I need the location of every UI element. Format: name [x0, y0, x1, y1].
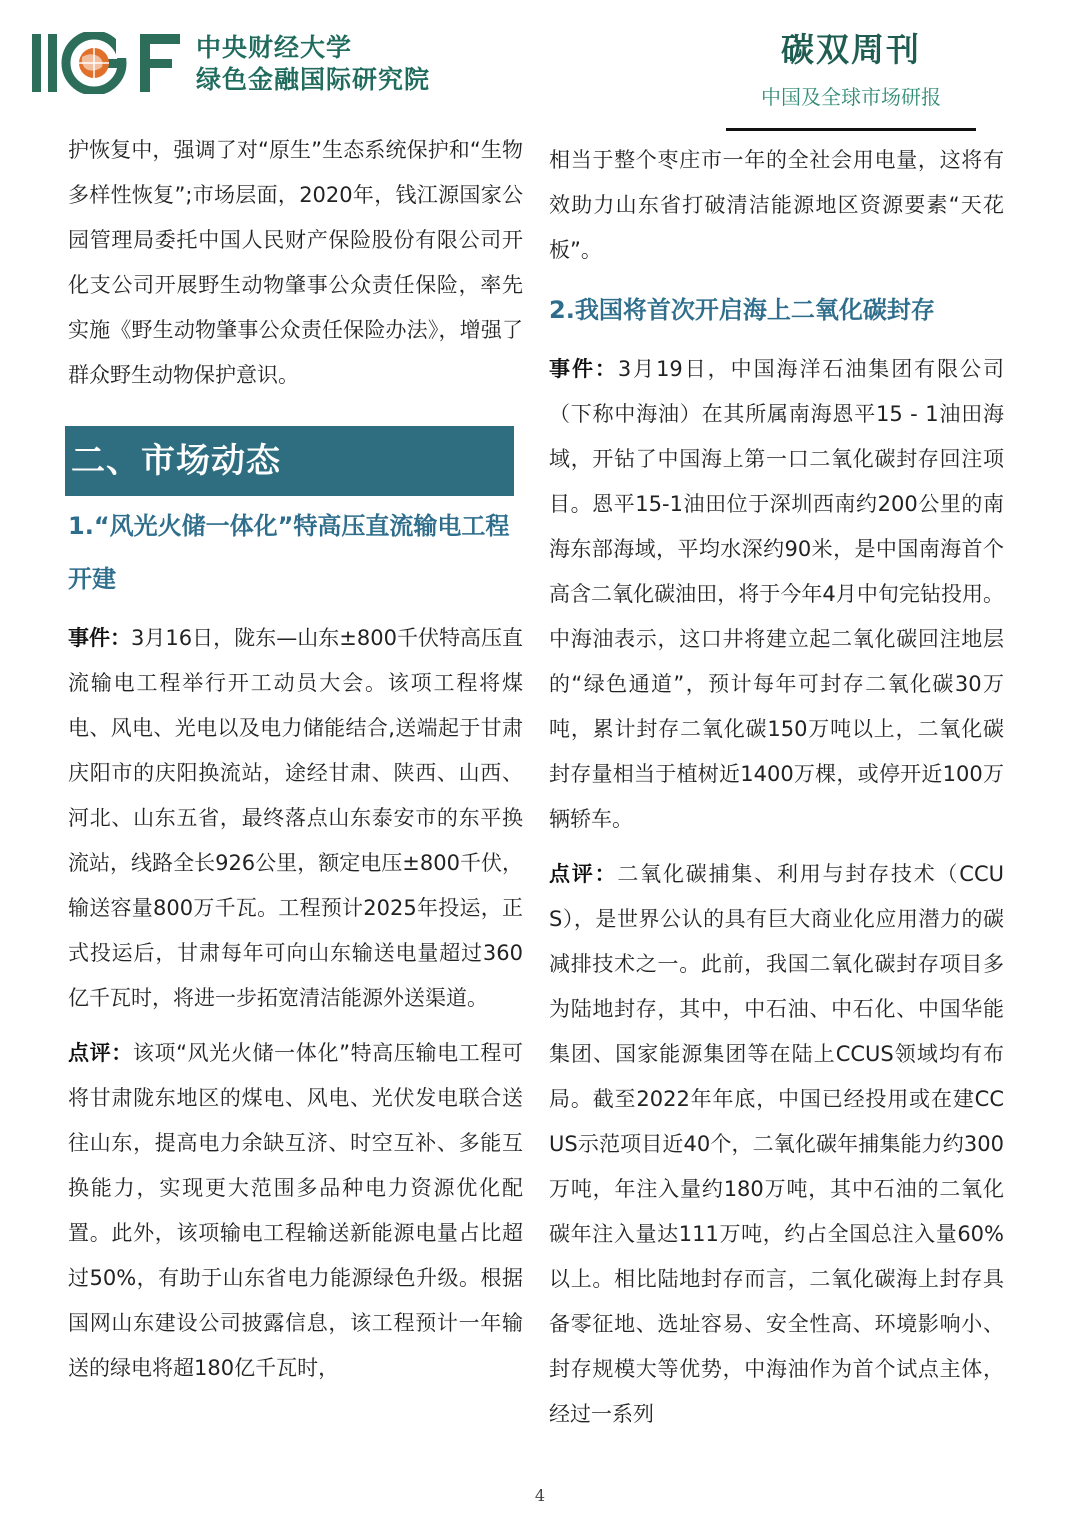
article-1-heading: 1.“风光火储一体化”特高压直流输电工程开建	[68, 512, 510, 593]
org-name-line2: 绿色金融国际研究院	[196, 65, 431, 94]
comment-text: 二氧化碳捕集、利用与封存技术（CCUS），是世界公认的具有巨大商业化应用潜力的碳减排技术之一。此前，我国二氧化碳封存项目多为陆地封存，其中，中石油、中石化、中国华能集团、国家能源集团等在陆上CCUS领域均有布局。截至2022年年底，中国已经投用或在建CCUS示范项目近40个，二氧化碳年捕集能力约300万吨，年注入量约180万吨，其中石油的二氧化碳年注入量达111万吨，约占全国总注入量60%以上。相比陆地封存而言，二氧化碳海上封存具备零征地、选址容易、安全性高、环境影响小、封存规模大等优势，中海油作为首个试点主体，经过一系列	[549, 862, 1005, 1426]
event-label: 事件：	[68, 626, 132, 650]
comment-label: 点评：	[68, 1041, 133, 1065]
header-rule	[726, 128, 976, 131]
article-1-comment	[68, 1031, 523, 1391]
article-1-event	[68, 616, 523, 1021]
publication-subtitle: 中国及全球市场研报	[761, 85, 941, 109]
globe-icon	[32, 32, 182, 94]
publication-title: 碳双周刊	[781, 30, 921, 69]
left-column	[68, 128, 523, 1401]
comment-text: 该项“风光火储一体化”特高压输电工程可将甘肃陇东地区的煤电、风电、光伏发电联合送往山东，提高电力余缺互济、时空互补、多能互换能力，实现更大范围多品种电力资源优化配置。此外，该项输电工程输送新能源电量占比超过50%，有助于山东省电力能源绿色升级。根据国网山东建设公司披露信息，该工程预计一年输送的绿电将超180亿千瓦时，	[68, 1041, 523, 1380]
publication-block	[726, 28, 976, 112]
comment-label: 点评：	[549, 862, 618, 886]
article-2-event	[549, 347, 1004, 842]
section-title: 二、市场动态	[65, 426, 514, 496]
right-column	[549, 138, 1004, 1447]
event-text: 3月19日，中国海洋石油集团有限公司（下称中海油）在其所属南海恩平15 - 1油田海域，开钻了中国海上第一口二氧化碳封存回注项目。恩平15-1油田位于深圳西南约200公里的南海东部海域，平均水深约90米，是中国南海首个高含二氧化碳油田，将于今年4月中旬完钻投用。中海油表示，这口井将建立起二氧化碳回注地层的“绿色通道”，预计每年可封存二氧化碳30万吨，累计封存二氧化碳150万吨以上，二氧化碳封存量相当于植树近1400万棵，或停开近100万辆轿车。	[549, 357, 1004, 831]
org-name	[196, 32, 430, 96]
article-2-heading: 2.我国将首次开启海上二氧化碳封存	[549, 296, 935, 324]
event-label: 事件：	[549, 357, 618, 381]
iigf-logo	[32, 32, 182, 94]
continued-paragraph: 相当于整个枣庄市一年的全社会用电量，这将有效助力山东省打破清洁能源地区资源要素“天花板”。	[549, 148, 1004, 262]
intro-paragraph: 护恢复中，强调了对“原生”生态系统保护和“生物多样性恢复”;市场层面，2020年，钱江源国家公园管理局委托中国人民财产保险股份有限公司开化支公司开展野生动物肇事公众责任保险，率先实施《野生动物肇事公众责任保险办法》，增强了群众野生动物保护意识。	[68, 138, 523, 387]
event-text: 3月16日，陇东—山东±800千伏特高压直流输电工程举行开工动员大会。该项工程将煤电、风电、光电以及电力储能结合,送端起于甘肃庆阳市的庆阳换流站，途经甘肃、陕西、山西、河北、山东五省，最终落点山东泰安市的东平换流站，线路全长926公里，额定电压±800千伏，输送容量800万千瓦。工程预计2025年投运，正式投运后，甘肃每年可向山东输送电量超过360亿千瓦时，将进一步拓宽清洁能源外送渠道。	[68, 626, 524, 1010]
page-header	[0, 0, 1080, 135]
page-number: 4	[534, 1486, 546, 1505]
article-2-comment	[549, 852, 1004, 1437]
org-name-line1: 中央财经大学	[196, 33, 353, 62]
